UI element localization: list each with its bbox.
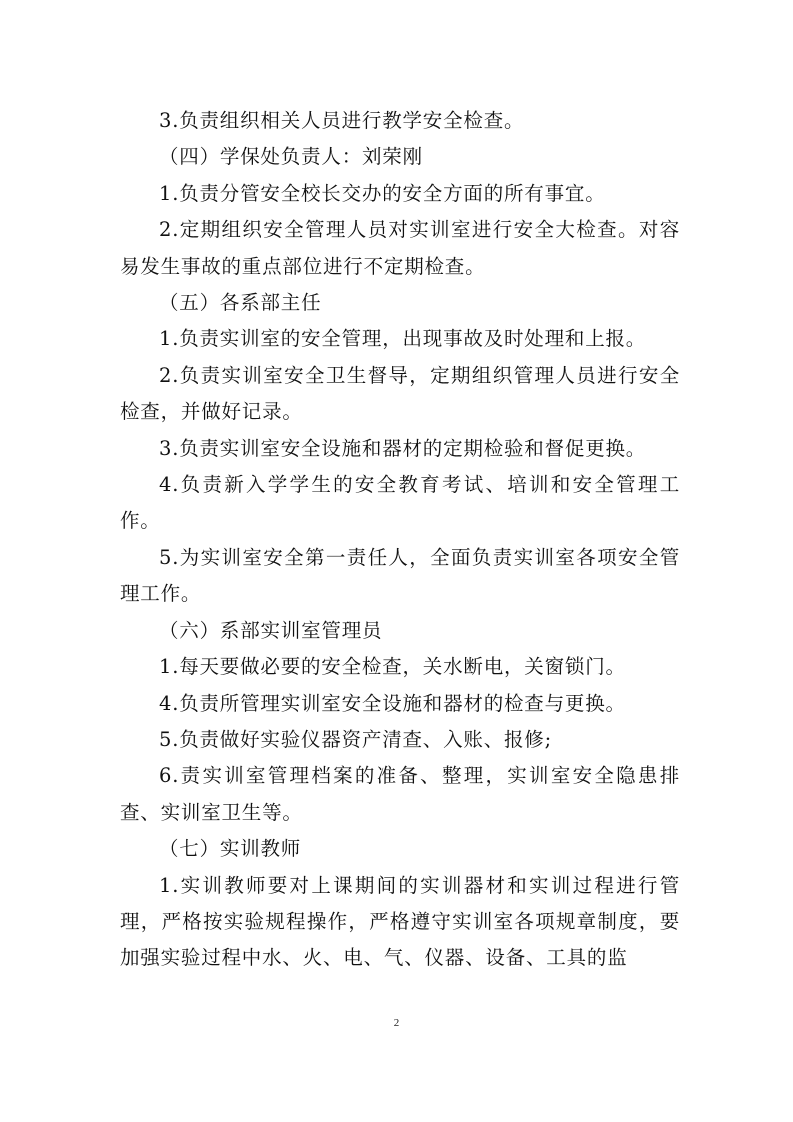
paragraph-item-2: 2.负责实训室安全卫生督导，定期组织管理人员进行安全检查，并做好记录。 [120,363,680,424]
section-heading-7: （七）实训教师 [159,837,302,861]
document-body [120,103,680,977]
paragraph-item-1: 1.负责分管安全校长交办的安全方面的所有事宜。 [159,181,606,205]
section-heading-4: （四）学保处负责人：刘荣刚 [159,145,423,169]
paragraph-item-2: 2.定期组织安全管理人员对实训室进行安全大检查。对容易发生事故的重点部位进行不定期检查。 [120,218,680,278]
paragraph-item-3-inspection: 3.负责组织相关人员进行教学安全检查。 [159,109,525,132]
paragraph-item-5: 5.负责做好实验仪器资产清查、入账、报修; [159,727,552,751]
paragraph-item-5: 5.为实训室安全第一责任人，全面负责实训室各项安全管理工作。 [120,545,680,606]
paragraph-item-4: 4.负责新入学学生的安全教育考试、培训和安全管理工作。 [120,473,680,533]
paragraph-item-3: 3.负责实训室安全设施和器材的定期检验和督促更换。 [159,436,647,460]
page-number: 2 [393,1017,400,1029]
section-heading-6: （六）系部实训室管理员 [159,618,383,642]
paragraph-item-1: 1.每天要做必要的安全检查，关水断电，关窗锁门。 [159,655,626,679]
paragraph-item-4: 4.负责所管理实训室安全设施和器材的检查与更换。 [159,691,626,715]
paragraph-item-1: 1.实训教师要对上课期间的实训器材和实训过程进行管理，严格按实验规程操作，严格遵守实训室各项规章制度，要加强实验过程中水、火、电、气、仪器、设备、工具的监 [120,873,680,970]
paragraph-item-1: 1.负责实训室的安全管理，出现事故及时处理和上报。 [159,327,647,351]
paragraph-item-6: 6.责实训室管理档案的准备、整理，实训室安全隐患排查、实训室卫生等。 [120,764,680,824]
section-heading-5: （五）各系部主任 [159,291,322,315]
